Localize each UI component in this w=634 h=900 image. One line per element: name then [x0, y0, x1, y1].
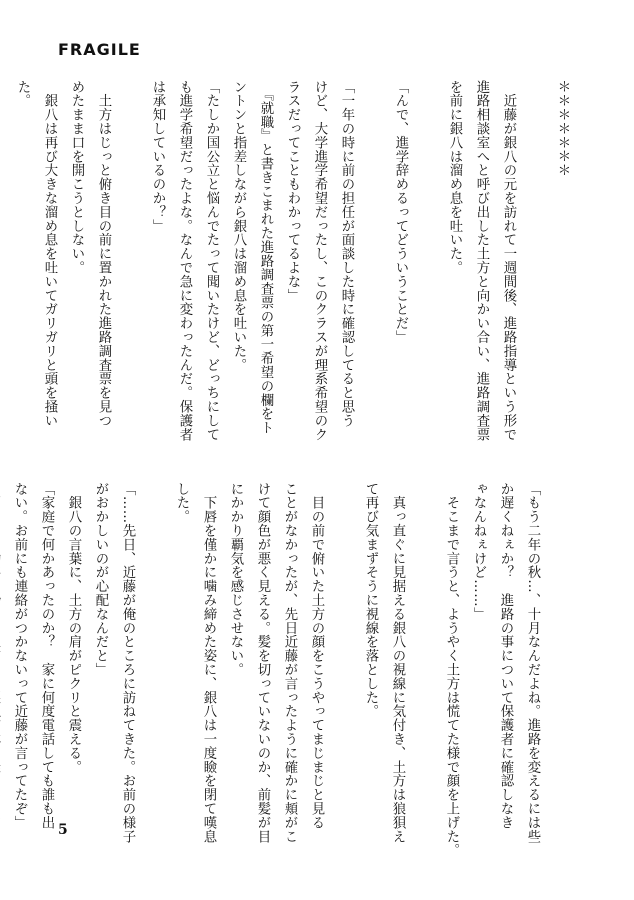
text-line [0, 482, 6, 812]
text-line: 「家庭で何かあったのか？ 家に何度電話しても誰も出 [39, 482, 54, 830]
text-line: 進路相談室へと呼び出した土方と向かい合い、進路調査票 [474, 80, 489, 442]
text-line [141, 482, 168, 812]
text-line: した。 [174, 482, 189, 524]
text-line: て再び気まずそうに視線を落とした。 [363, 482, 378, 719]
text-line: そこまで言うと、ようやく土方は慌てた様で顔を上げた。 [444, 482, 459, 858]
text-line: けど、大学進学希望だったし、このクラスが理系希望のク [312, 80, 327, 442]
text-line: ことがなかったが、先日近藤が言ったように確かに頬がこ [282, 482, 297, 844]
text-line: を前に銀八は溜め息を吐いた。 [447, 80, 462, 275]
text-line: 下唇を僅かに噛み締めた姿に、銀八は一度瞼を閉て嘆息 [201, 482, 216, 844]
text-line [414, 80, 441, 452]
text-line [522, 80, 549, 452]
text-line: けて顔色が悪く見える。髪を切っていないのか、前髪が目 [255, 482, 270, 844]
text-line: も進学希望だったよな。なんで急に変わったんだ。保護者 [177, 80, 192, 442]
lower-text-block [0, 482, 546, 858]
upper-text-block [9, 80, 576, 452]
text-line: 土方はじっと俯き目の前に置かれた進路調査票を見つ [96, 80, 111, 428]
text-line: た。 [15, 80, 30, 108]
text-line: ントンと指差しながら銀八は溜め息を吐いた。 [231, 80, 246, 372]
text-line [360, 80, 387, 452]
text-line: 「……先日、近藤が俺のところに訪ねてきた。お前の様子 [120, 482, 135, 844]
text-line: 「一年の時に前の担任が面談した時に確認してると思う [339, 80, 354, 428]
header-title: FRAGILE [58, 40, 141, 59]
text-line: 近藤が銀八の元を訪れて一週間後、進路指導という形で [501, 80, 516, 442]
text-line: 目の前で俯いた土方の顔をこうやってまじまじと見る [309, 482, 324, 830]
text-line [330, 482, 357, 812]
text-line: にかかり覇気を感じさせない。 [228, 482, 243, 677]
text-line: がおかしいのが心配なんだと」 [93, 482, 108, 677]
text-line: ラスだってこともわかってるよな」 [285, 80, 300, 303]
text-line: は承知しているのか？」 [150, 80, 165, 233]
text-line: ＊＊＊＊＊＊＊ [555, 80, 570, 178]
text-line: か遅くねぇか？ 進路の事について保護者に確認しなき [498, 482, 513, 830]
page-number: 5 [58, 822, 68, 838]
text-line: 「たしか国公立と悩んでたって聞いたけど、どっちにして [204, 80, 219, 442]
text-line: 『就職』と書きこまれた進路調査票の第一希望の欄をト [258, 80, 273, 435]
text-line [117, 80, 144, 452]
text-line: ない。お前にも連絡がつかないって近藤が言ってたぞ」 [12, 482, 27, 830]
text-line: 銀八の言葉に、土方の肩がピクリと震える。 [66, 482, 81, 774]
text-line [411, 482, 438, 812]
text-line: 「んで、進学辞めるってどういうことだ」 [393, 80, 408, 345]
text-line: 銀八は再び大きな溜め息を吐いてガリガリと頭を掻い [42, 80, 57, 428]
text-line: めたまま口を開こうとしない。 [69, 80, 84, 275]
text-line: 真っ直ぐに見据える銀八の視線に気付き、土方は狼狽え [390, 482, 405, 844]
text-line: 「もう二年の秋…、十月なんだよね。進路を変えるには些 [525, 482, 540, 844]
text-line: ゃなんねぇけど……」 [471, 482, 486, 621]
